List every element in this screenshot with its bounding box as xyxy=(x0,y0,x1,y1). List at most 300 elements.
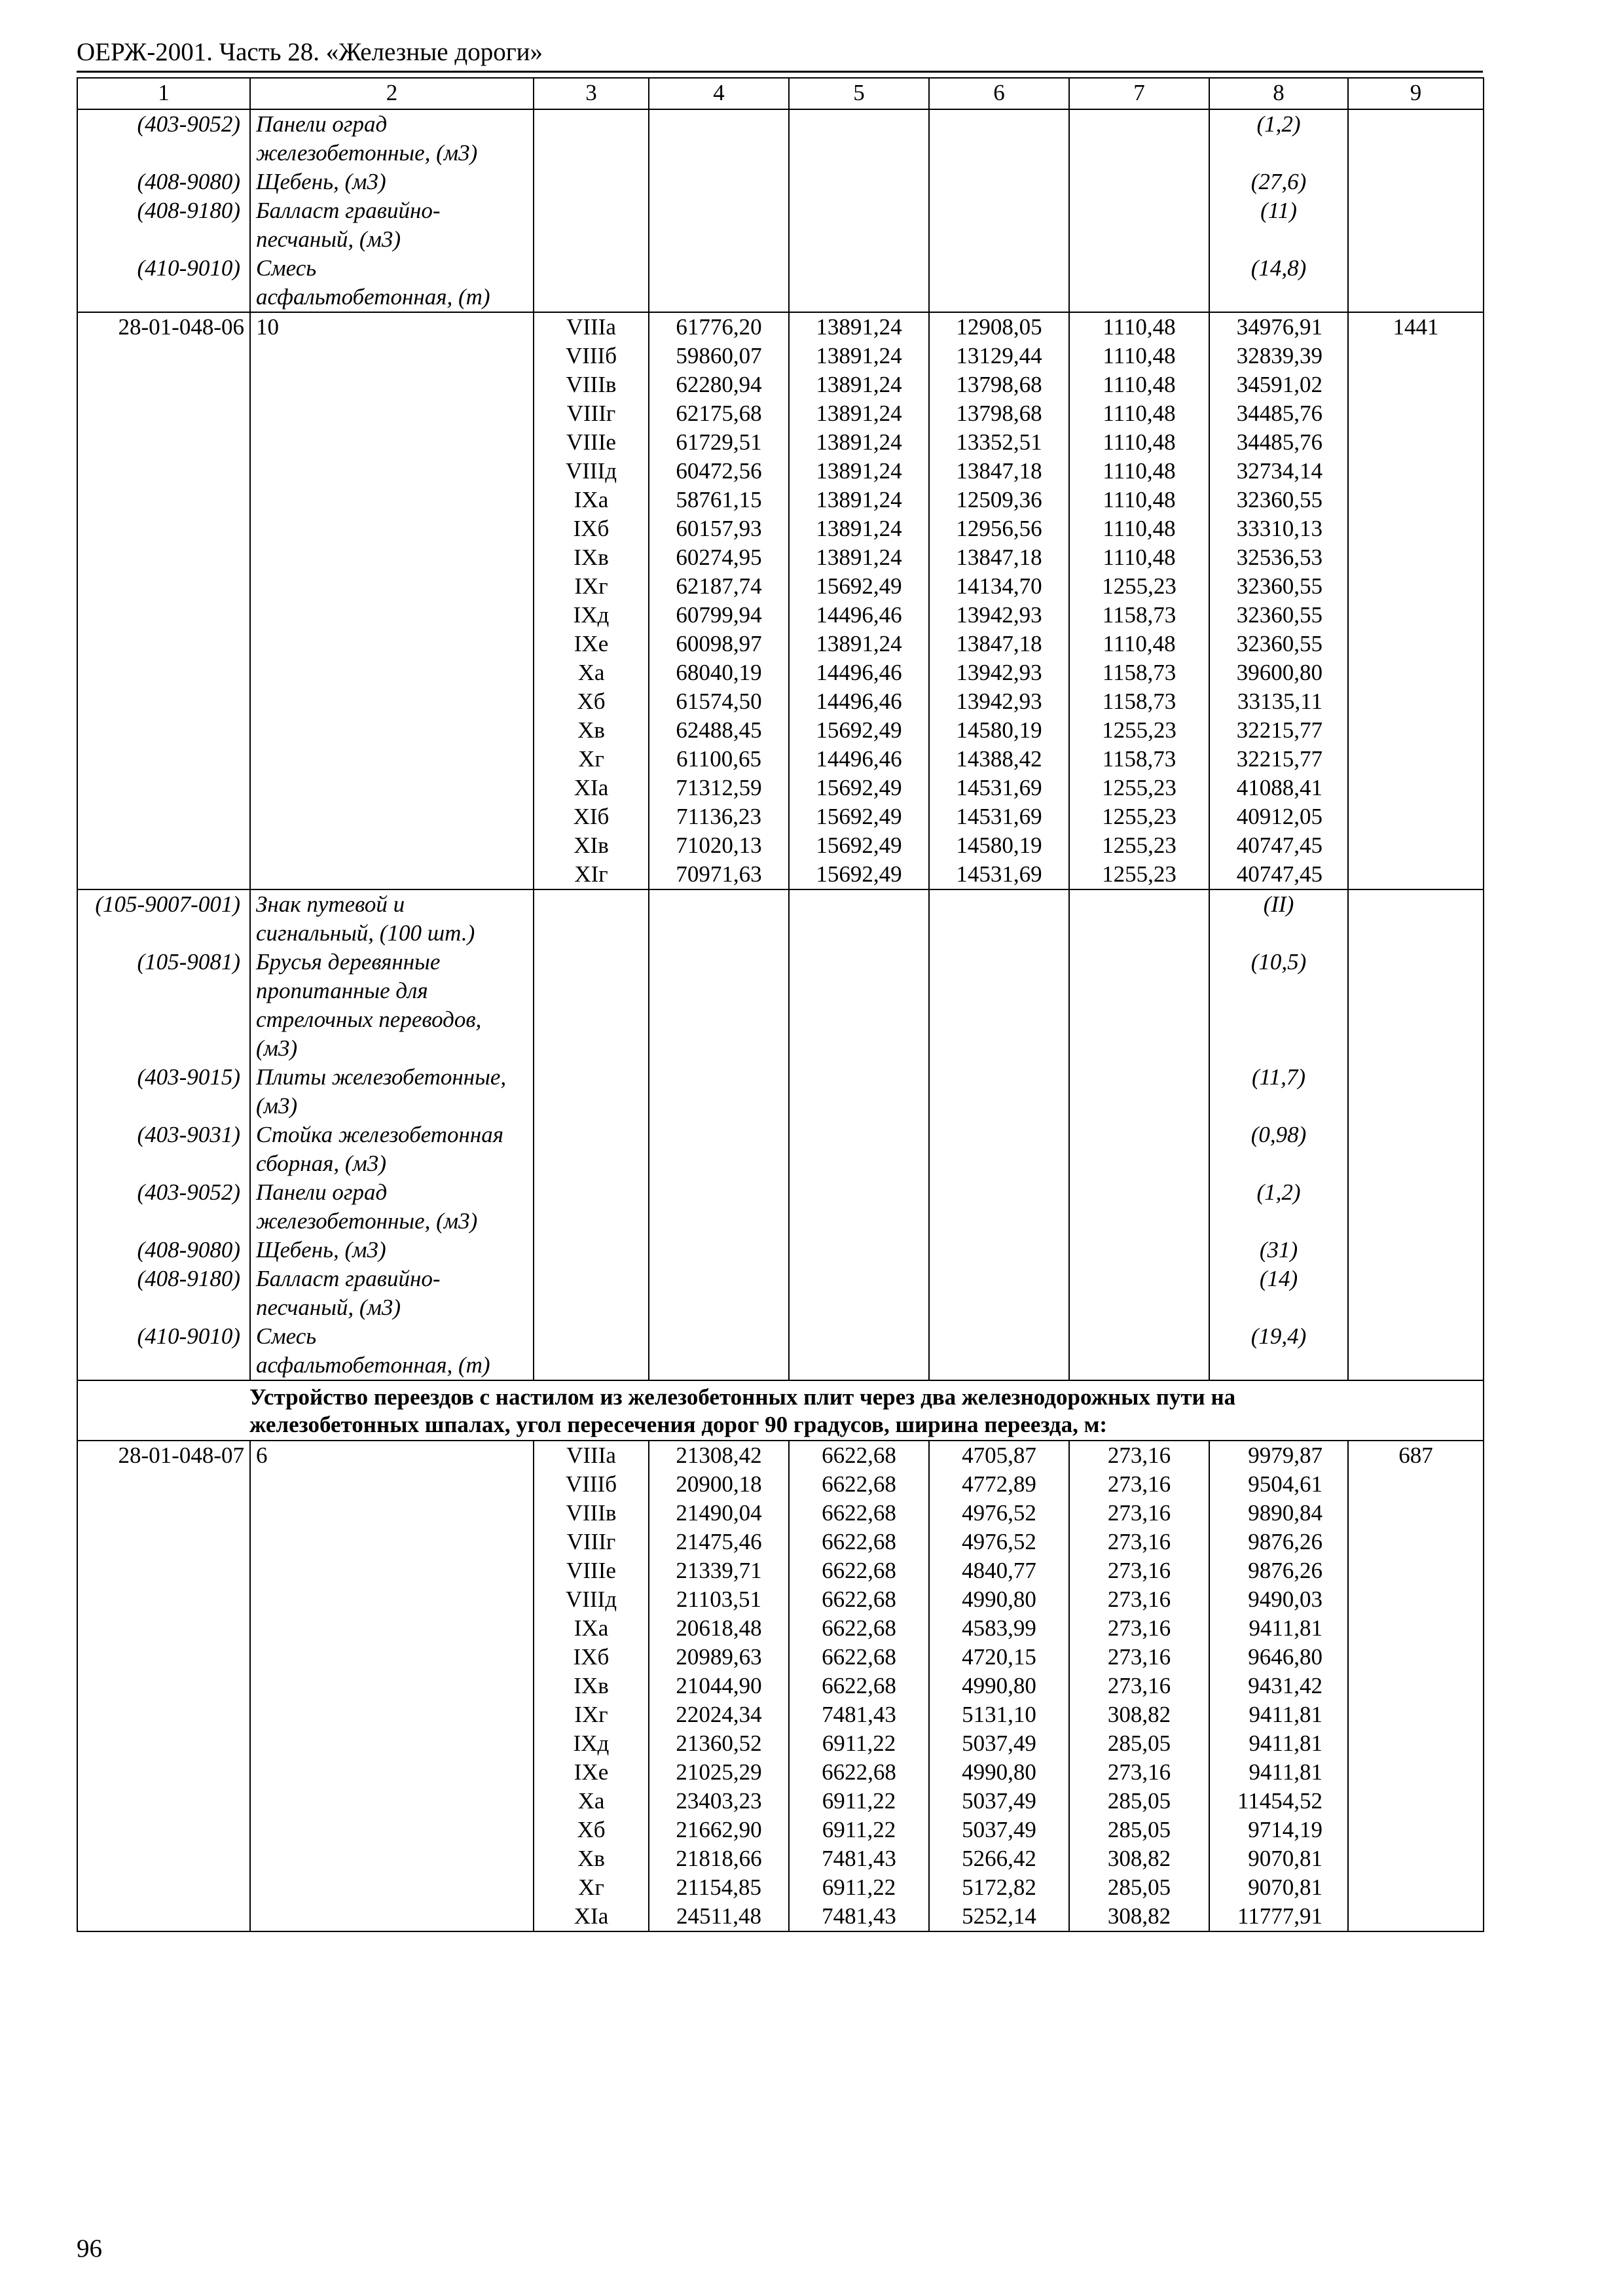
rate-total xyxy=(1348,1528,1484,1556)
empty-cell xyxy=(534,196,649,254)
empty-cell xyxy=(1069,1063,1209,1121)
rate-param xyxy=(250,514,534,543)
price-row xyxy=(77,601,1484,630)
value-cell: 40912,05 xyxy=(1209,802,1348,831)
value-cell: 6622,68 xyxy=(789,1528,929,1556)
rate-code xyxy=(77,399,250,428)
zone-cell: IXв xyxy=(534,1672,649,1700)
value-cell: 273,16 xyxy=(1069,1614,1209,1643)
column-header: 7 xyxy=(1069,78,1209,109)
material-row xyxy=(77,1121,1484,1178)
rate-total xyxy=(1348,572,1484,601)
value-cell: 1110,48 xyxy=(1069,457,1209,486)
value-cell: 14388,42 xyxy=(929,745,1069,774)
value-cell: 6622,68 xyxy=(789,1643,929,1672)
empty-cell xyxy=(534,1121,649,1178)
rate-code xyxy=(77,716,250,745)
value-cell: 9490,03 xyxy=(1209,1585,1348,1614)
price-row xyxy=(77,1643,1484,1672)
value-cell: 14496,46 xyxy=(789,687,929,716)
zone-cell: Xб xyxy=(534,687,649,716)
empty-cell xyxy=(649,1236,789,1265)
price-row xyxy=(77,658,1484,687)
value-cell: 1158,73 xyxy=(1069,745,1209,774)
value-cell: 5172,82 xyxy=(929,1873,1069,1902)
value-cell: 13891,24 xyxy=(789,457,929,486)
rate-param xyxy=(250,774,534,802)
value-cell: 40747,45 xyxy=(1209,860,1348,889)
material-name xyxy=(250,1178,534,1236)
rate-param xyxy=(250,543,534,572)
empty-cell xyxy=(1348,1265,1484,1322)
rate-code xyxy=(77,658,250,687)
value-cell: 7481,43 xyxy=(789,1844,929,1873)
rate-total xyxy=(1348,457,1484,486)
material-quantity: (11) xyxy=(1209,196,1348,254)
zone-cell: VIIIв xyxy=(534,370,649,399)
zone-cell: IXд xyxy=(534,1729,649,1758)
value-cell: 20618,48 xyxy=(649,1614,789,1643)
column-header: 8 xyxy=(1209,78,1348,109)
value-cell: 68040,19 xyxy=(649,658,789,687)
value-cell: 6622,68 xyxy=(789,1614,929,1643)
value-cell: 21103,51 xyxy=(649,1585,789,1614)
zone-cell: IXг xyxy=(534,572,649,601)
value-cell: 4720,15 xyxy=(929,1643,1069,1672)
empty-cell xyxy=(649,254,789,312)
value-cell: 4990,80 xyxy=(929,1758,1069,1787)
zone-cell: XIб xyxy=(534,802,649,831)
price-row xyxy=(77,1556,1484,1585)
value-cell: 13891,24 xyxy=(789,399,929,428)
value-cell: 21360,52 xyxy=(649,1729,789,1758)
value-cell: 62488,45 xyxy=(649,716,789,745)
empty-cell xyxy=(1348,109,1484,168)
value-cell: 1158,73 xyxy=(1069,658,1209,687)
zone-cell: IXб xyxy=(534,514,649,543)
text-line: стрелочных переводов, xyxy=(256,1007,482,1032)
rate-code xyxy=(77,1499,250,1528)
price-row xyxy=(77,745,1484,774)
value-cell: 1110,48 xyxy=(1069,514,1209,543)
value-cell: 13798,68 xyxy=(929,399,1069,428)
price-row xyxy=(77,428,1484,457)
value-cell: 13847,18 xyxy=(929,543,1069,572)
empty-cell xyxy=(649,948,789,1063)
value-cell: 33310,13 xyxy=(1209,514,1348,543)
value-cell: 273,16 xyxy=(1069,1643,1209,1672)
value-cell: 1158,73 xyxy=(1069,601,1209,630)
zone-cell: VIIIе xyxy=(534,1556,649,1585)
value-cell: 1255,23 xyxy=(1069,716,1209,745)
empty-cell xyxy=(1348,1178,1484,1236)
material-code: (408-9080) xyxy=(77,1236,250,1265)
empty-cell xyxy=(534,1236,649,1265)
value-cell: 4840,77 xyxy=(929,1556,1069,1585)
price-row xyxy=(77,1585,1484,1614)
value-cell: 273,16 xyxy=(1069,1528,1209,1556)
text-line: Балласт гравийно- xyxy=(256,198,441,223)
empty-cell xyxy=(789,1322,929,1380)
zone-cell: VIIIд xyxy=(534,457,649,486)
rate-total xyxy=(1348,1614,1484,1643)
material-row xyxy=(77,196,1484,254)
rate-param xyxy=(250,486,534,514)
value-cell: 13942,93 xyxy=(929,658,1069,687)
rate-param xyxy=(250,831,534,860)
empty-cell xyxy=(1348,196,1484,254)
text-line: Панели оград xyxy=(256,1179,388,1205)
zone-cell: XIг xyxy=(534,860,649,889)
empty-cell xyxy=(534,948,649,1063)
value-cell: 62187,74 xyxy=(649,572,789,601)
value-cell: 14134,70 xyxy=(929,572,1069,601)
value-cell: 60274,95 xyxy=(649,543,789,572)
price-row xyxy=(77,457,1484,486)
material-name xyxy=(250,948,534,1063)
rate-total xyxy=(1348,745,1484,774)
value-cell: 1110,48 xyxy=(1069,370,1209,399)
value-cell: 32360,55 xyxy=(1209,601,1348,630)
rate-code xyxy=(77,342,250,370)
zone-cell: IXа xyxy=(534,486,649,514)
value-cell: 14496,46 xyxy=(789,601,929,630)
material-code: (105-9007-001) xyxy=(77,889,250,948)
rate-param xyxy=(250,1499,534,1528)
value-cell: 308,82 xyxy=(1069,1700,1209,1729)
empty-cell xyxy=(789,254,929,312)
empty-cell xyxy=(929,109,1069,168)
price-row xyxy=(77,1441,1484,1470)
value-cell: 4705,87 xyxy=(929,1441,1069,1470)
value-cell: 21490,04 xyxy=(649,1499,789,1528)
value-cell: 15692,49 xyxy=(789,716,929,745)
price-row xyxy=(77,312,1484,342)
value-cell: 9070,81 xyxy=(1209,1844,1348,1873)
column-header: 5 xyxy=(789,78,929,109)
rate-code xyxy=(77,802,250,831)
zone-cell: XIв xyxy=(534,831,649,860)
price-row xyxy=(77,543,1484,572)
rate-param xyxy=(250,1614,534,1643)
value-cell: 24511,48 xyxy=(649,1902,789,1931)
rate-code xyxy=(77,428,250,457)
zone-cell: XIа xyxy=(534,1902,649,1931)
text-line: Знак путевой и xyxy=(256,891,405,917)
value-cell: 13891,24 xyxy=(789,370,929,399)
rate-code xyxy=(77,601,250,630)
value-cell: 15692,49 xyxy=(789,831,929,860)
zone-cell: IXг xyxy=(534,1700,649,1729)
material-row xyxy=(77,889,1484,948)
empty-cell xyxy=(929,889,1069,948)
value-cell: 273,16 xyxy=(1069,1672,1209,1700)
rate-total xyxy=(1348,1700,1484,1729)
value-cell: 14531,69 xyxy=(929,802,1069,831)
material-row xyxy=(77,168,1484,196)
rate-param xyxy=(250,428,534,457)
material-code: (408-9180) xyxy=(77,196,250,254)
value-cell: 59860,07 xyxy=(649,342,789,370)
empty-cell xyxy=(789,1265,929,1322)
empty-cell xyxy=(649,1322,789,1380)
empty-cell xyxy=(929,1063,1069,1121)
rate-param xyxy=(250,1787,534,1816)
empty-cell xyxy=(1069,889,1209,948)
rate-code xyxy=(77,1643,250,1672)
value-cell: 13352,51 xyxy=(929,428,1069,457)
text-line: пропитанные для xyxy=(256,978,428,1003)
zone-cell: VIIIд xyxy=(534,1585,649,1614)
empty-cell xyxy=(1069,1322,1209,1380)
value-cell: 285,05 xyxy=(1069,1729,1209,1758)
rate-param xyxy=(250,1643,534,1672)
value-cell: 9411,81 xyxy=(1209,1729,1348,1758)
material-quantity: (27,6) xyxy=(1209,168,1348,196)
empty-cell xyxy=(929,168,1069,196)
rate-param xyxy=(250,716,534,745)
value-cell: 32734,14 xyxy=(1209,457,1348,486)
empty-cell xyxy=(1348,889,1484,948)
value-cell: 308,82 xyxy=(1069,1902,1209,1931)
rate-total xyxy=(1348,1499,1484,1528)
rate-param xyxy=(250,630,534,658)
rate-total xyxy=(1348,1672,1484,1700)
zone-cell: VIIIг xyxy=(534,399,649,428)
value-cell: 60157,93 xyxy=(649,514,789,543)
value-cell: 13942,93 xyxy=(929,687,1069,716)
empty-cell xyxy=(1348,254,1484,312)
price-row xyxy=(77,802,1484,831)
rate-param: 10 xyxy=(250,312,534,342)
rate-code xyxy=(77,1902,250,1931)
zone-cell: Xг xyxy=(534,745,649,774)
rate-param xyxy=(250,745,534,774)
empty-cell xyxy=(789,1121,929,1178)
text-line: (м3) xyxy=(256,1035,298,1061)
price-row xyxy=(77,399,1484,428)
price-row xyxy=(77,1873,1484,1902)
rate-code xyxy=(77,514,250,543)
zone-cell: VIIIб xyxy=(534,342,649,370)
value-cell: 14580,19 xyxy=(929,716,1069,745)
rate-total xyxy=(1348,486,1484,514)
value-cell: 71312,59 xyxy=(649,774,789,802)
value-cell: 21818,66 xyxy=(649,1844,789,1873)
rate-total xyxy=(1348,514,1484,543)
empty-cell xyxy=(534,168,649,196)
rate-code xyxy=(77,774,250,802)
rate-code: 28-01-048-06 xyxy=(77,312,250,342)
rate-code xyxy=(77,1844,250,1873)
text-line: железобетонные, (м3) xyxy=(256,1208,478,1234)
price-row xyxy=(77,1470,1484,1499)
rate-total xyxy=(1348,1470,1484,1499)
value-cell: 6911,22 xyxy=(789,1787,929,1816)
value-cell: 22024,34 xyxy=(649,1700,789,1729)
rate-total xyxy=(1348,428,1484,457)
section-row xyxy=(77,1380,1484,1441)
empty-cell xyxy=(649,109,789,168)
price-row xyxy=(77,630,1484,658)
rate-total xyxy=(1348,774,1484,802)
price-row xyxy=(77,831,1484,860)
zone-cell: Xа xyxy=(534,1787,649,1816)
column-header: 4 xyxy=(649,78,789,109)
value-cell: 14580,19 xyxy=(929,831,1069,860)
value-cell: 23403,23 xyxy=(649,1787,789,1816)
rate-total xyxy=(1348,1758,1484,1787)
rate-code xyxy=(77,1729,250,1758)
rate-param xyxy=(250,1844,534,1873)
empty-cell xyxy=(1069,948,1209,1063)
value-cell: 32215,77 xyxy=(1209,716,1348,745)
value-cell: 9411,81 xyxy=(1209,1700,1348,1729)
rate-code xyxy=(77,1873,250,1902)
value-cell: 32839,39 xyxy=(1209,342,1348,370)
value-cell: 34485,76 xyxy=(1209,428,1348,457)
zone-cell: VIIIа xyxy=(534,1441,649,1470)
material-row xyxy=(77,109,1484,168)
material-code: (403-9031) xyxy=(77,1121,250,1178)
rate-total xyxy=(1348,687,1484,716)
empty-cell xyxy=(534,109,649,168)
empty-cell xyxy=(929,1178,1069,1236)
price-row xyxy=(77,1672,1484,1700)
text-line: песчаный, (м3) xyxy=(256,226,401,252)
empty-cell xyxy=(789,1178,929,1236)
price-row xyxy=(77,687,1484,716)
empty-cell xyxy=(1069,1178,1209,1236)
value-cell: 39600,80 xyxy=(1209,658,1348,687)
empty-cell xyxy=(534,254,649,312)
material-row xyxy=(77,1322,1484,1380)
value-cell: 21154,85 xyxy=(649,1873,789,1902)
value-cell: 1110,48 xyxy=(1069,630,1209,658)
column-header: 1 xyxy=(77,78,250,109)
material-name xyxy=(250,109,534,168)
empty-cell xyxy=(534,1265,649,1322)
value-cell: 15692,49 xyxy=(789,860,929,889)
value-cell: 285,05 xyxy=(1069,1873,1209,1902)
text-line: Стойка железобетонная xyxy=(256,1122,504,1147)
value-cell: 62175,68 xyxy=(649,399,789,428)
rate-code xyxy=(77,1816,250,1844)
value-cell: 32536,53 xyxy=(1209,543,1348,572)
value-cell: 5252,14 xyxy=(929,1902,1069,1931)
rate-code xyxy=(77,457,250,486)
zone-cell: VIIIб xyxy=(534,1470,649,1499)
zone-cell: IXе xyxy=(534,1758,649,1787)
text-line: сигнальный, (100 шт.) xyxy=(256,920,475,946)
value-cell: 21662,90 xyxy=(649,1816,789,1844)
zone-cell: Xб xyxy=(534,1816,649,1844)
rate-total xyxy=(1348,860,1484,889)
rate-total xyxy=(1348,630,1484,658)
value-cell: 41088,41 xyxy=(1209,774,1348,802)
value-cell: 1255,23 xyxy=(1069,802,1209,831)
value-cell: 20989,63 xyxy=(649,1643,789,1672)
price-row xyxy=(77,1528,1484,1556)
empty-cell xyxy=(649,196,789,254)
value-cell: 1158,73 xyxy=(1069,687,1209,716)
text-line: Брусья деревянные xyxy=(256,949,441,975)
material-quantity: (11,7) xyxy=(1209,1063,1348,1121)
rate-code xyxy=(77,1528,250,1556)
value-cell: 70971,63 xyxy=(649,860,789,889)
value-cell: 6622,68 xyxy=(789,1470,929,1499)
value-cell: 13891,24 xyxy=(789,630,929,658)
empty-cell xyxy=(789,1063,929,1121)
empty-cell xyxy=(929,1322,1069,1380)
material-quantity: (1,2) xyxy=(1209,1178,1348,1236)
value-cell: 9070,81 xyxy=(1209,1873,1348,1902)
value-cell: 13798,68 xyxy=(929,370,1069,399)
empty-cell xyxy=(929,1121,1069,1178)
material-quantity: (14) xyxy=(1209,1265,1348,1322)
rate-total xyxy=(1348,1643,1484,1672)
empty-cell xyxy=(1069,168,1209,196)
value-cell: 13891,24 xyxy=(789,312,929,342)
rate-param xyxy=(250,457,534,486)
value-cell: 21044,90 xyxy=(649,1672,789,1700)
rate-total xyxy=(1348,831,1484,860)
empty-cell xyxy=(789,948,929,1063)
material-code: (403-9052) xyxy=(77,1178,250,1236)
price-row xyxy=(77,860,1484,889)
value-cell: 6622,68 xyxy=(789,1556,929,1585)
empty-cell xyxy=(789,1236,929,1265)
rate-param xyxy=(250,342,534,370)
rate-param xyxy=(250,601,534,630)
rate-param xyxy=(250,1873,534,1902)
rate-param xyxy=(250,1672,534,1700)
price-row xyxy=(77,342,1484,370)
price-row xyxy=(77,1902,1484,1931)
empty-cell xyxy=(929,1265,1069,1322)
rate-total xyxy=(1348,1873,1484,1902)
value-cell: 61776,20 xyxy=(649,312,789,342)
empty-cell xyxy=(789,889,929,948)
material-name xyxy=(250,1121,534,1178)
value-cell: 14496,46 xyxy=(789,745,929,774)
rate-param xyxy=(250,1729,534,1758)
value-cell: 1255,23 xyxy=(1069,831,1209,860)
rate-param xyxy=(250,658,534,687)
rate-code xyxy=(77,831,250,860)
rate-total xyxy=(1348,543,1484,572)
value-cell: 14531,69 xyxy=(929,860,1069,889)
value-cell: 40747,45 xyxy=(1209,831,1348,860)
text-line: (м3) xyxy=(256,1093,298,1119)
material-name xyxy=(250,168,534,196)
zone-cell: IXв xyxy=(534,543,649,572)
material-name xyxy=(250,196,534,254)
value-cell: 13891,24 xyxy=(789,486,929,514)
value-cell: 61574,50 xyxy=(649,687,789,716)
value-cell: 60098,97 xyxy=(649,630,789,658)
material-quantity: (0,98) xyxy=(1209,1121,1348,1178)
rate-total xyxy=(1348,1844,1484,1873)
rate-code xyxy=(77,370,250,399)
value-cell: 34591,02 xyxy=(1209,370,1348,399)
text-line: сборная, (м3) xyxy=(256,1151,386,1176)
value-cell: 21025,29 xyxy=(649,1758,789,1787)
rate-code xyxy=(77,1700,250,1729)
empty-cell xyxy=(929,948,1069,1063)
page-header-title: ОЕРЖ-2001. Часть 28. «Железные дороги» xyxy=(77,38,543,66)
material-row xyxy=(77,254,1484,312)
